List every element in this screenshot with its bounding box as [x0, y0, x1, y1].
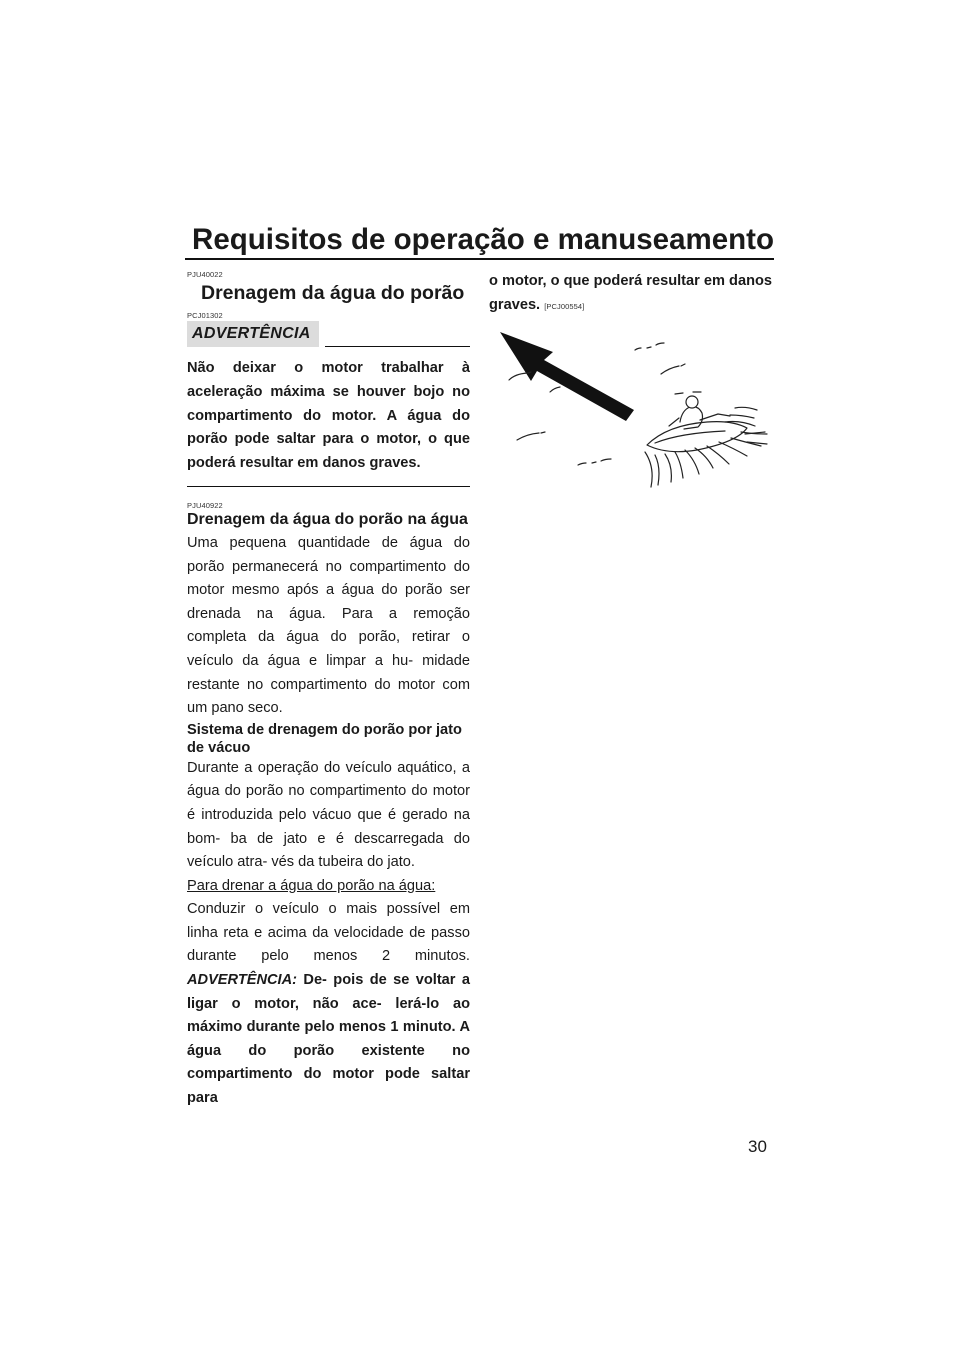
procedure-text: Conduzir o veículo o mais possível em linha reta e acima da velocidade de passo durante pelo menos 2 minutos. [187, 901, 470, 965]
procedure-heading: Para drenar a água do porão na água: [187, 877, 436, 894]
procedure-text-block [187, 898, 470, 1110]
procedure-warning-text-left: De- pois de se voltar a ligar o motor, não ace- lerá-lo ao máximo durante pelo menos 1 minuto. A água do porão existente no compartimento do motor pode saltar para [187, 972, 470, 1107]
subsection-paragraph: Uma pequena quantidade de água do porão permanecerá no compartimento do motor mesmo após a água do porão ser drenada na água. Para a remoção completa da água do porão, retirar o veículo da água e limpar a hu- midade restante no compartimento do motor com um pano seco. [187, 534, 470, 717]
arrow-icon [500, 332, 634, 421]
page-header-title: Requisitos de operação e manuseamento [192, 223, 774, 256]
warning-rule [325, 346, 470, 347]
warning-end-rule [187, 486, 470, 487]
procedure-warning-text-right: o motor, o que poderá resultar em danos graves. [489, 273, 773, 313]
procedure-warning-code: [PCJ00554] [544, 301, 585, 311]
jet-ski-direction-illustration [495, 330, 780, 505]
header-divider [185, 258, 774, 260]
warning-badge: ADVERTÊNCIA [187, 321, 319, 347]
vacuum-paragraph: Durante a operação do veículo aquático, a água do porão no compartimento do motor é introduzida pelo vácuo que é gerado na bom- ba de jato e é descarregada do veículo atra- vés da tubeira do jato. [187, 759, 470, 871]
subsection-title: Drenagem da água do porão na água [187, 510, 468, 528]
right-column [489, 270, 772, 317]
section-code: PJU40022 [187, 270, 223, 279]
section-title: Drenagem da água do porão [201, 282, 465, 304]
subsection-code: PJU40922 [187, 500, 223, 510]
page-number: 30 [748, 1137, 767, 1156]
procedure-warning-continued [489, 270, 772, 317]
procedure-warning-label: ADVERTÊNCIA: [187, 972, 298, 989]
warning-code: PCJ01302 [187, 311, 223, 320]
warning-header [187, 321, 470, 347]
left-column [187, 270, 470, 1111]
vacuum-title: Sistema de drenagem do porão por jato de vácuo [187, 721, 462, 756]
warning-text: Não deixar o motor trabalhar à aceleração máxima se houver bojo no compartimento do motor. A água do porão pode saltar para o motor, o que poderá resultar em danos graves. [187, 360, 470, 472]
